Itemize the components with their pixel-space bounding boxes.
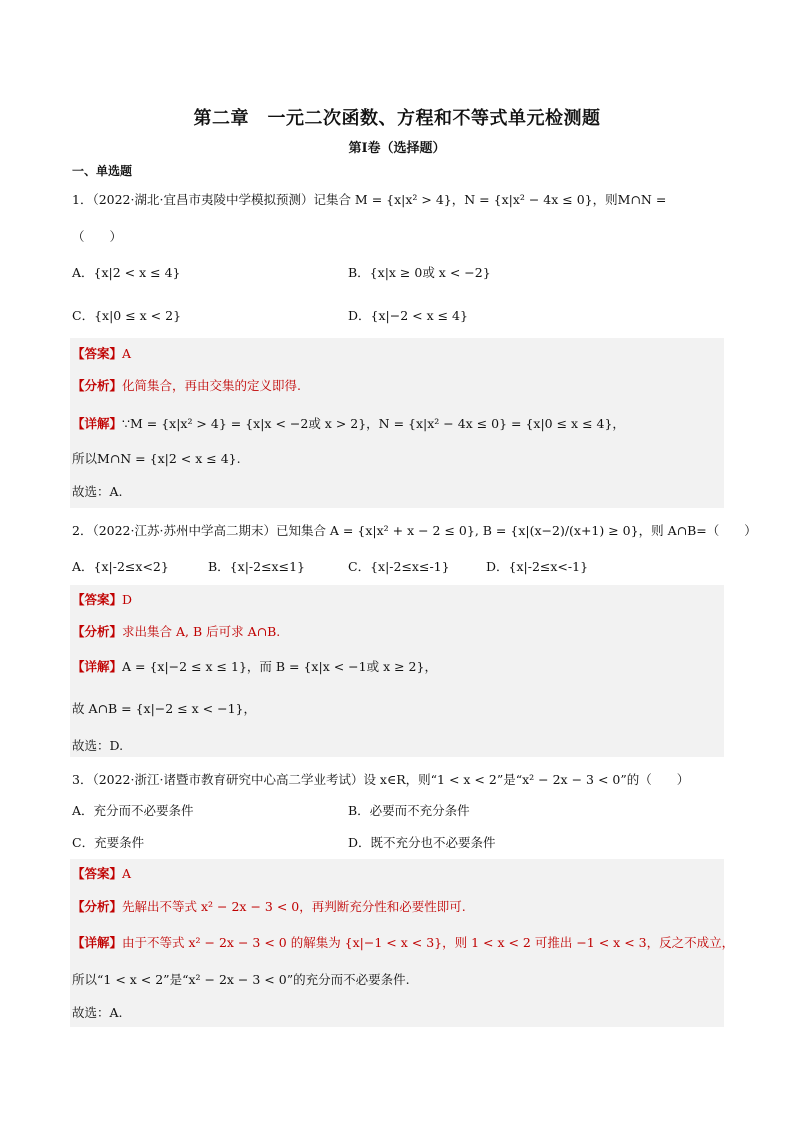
question-1-option-b: B．{x|x ≥ 0或 x < −2}: [348, 265, 491, 280]
analysis-tag: 【分析】: [72, 624, 123, 639]
analysis-text: 求出集合 A, B 后可求 A∩B.: [122, 624, 281, 639]
question-2-option-c: C．{x|-2≤x≤-1}: [348, 559, 450, 574]
answer-tag: 【答案】: [72, 346, 123, 361]
question-2-detail-line-2: 故 A∩B = {x|−2 ≤ x < −1}，: [72, 701, 256, 716]
question-1-analysis-line: [72, 377, 301, 395]
question-2-option-b: B．{x|-2≤x≤1}: [208, 559, 305, 574]
analysis-tag: 【分析】: [72, 899, 123, 914]
question-1-stem-paren: （ ）: [72, 229, 123, 244]
question-2-stem: 2．（2022·江苏·苏州中学高二期末）已知集合 A = {x|x² + x − 2 ≤ 0}, B = {x|(x−2)/(x+1) ≥ 0}，则 A∩B=（ ）: [72, 523, 757, 538]
question-2-option-a: A．{x|-2≤x<2}: [72, 559, 169, 574]
question-3-detail-line: [72, 934, 734, 952]
question-3-stem: 3．（2022·浙江·诸暨市教育研究中心高二学业考试）设 x∈R，则“1 < x < 2”是“x² − 2x − 3 < 0”的（ ）: [72, 772, 690, 787]
question-3-detail-line-2: 所以“1 < x < 2”是“x² − 2x − 3 < 0”的充分而不必要条件.: [72, 972, 410, 987]
answer-value: D: [122, 592, 133, 607]
question-2-conclusion: 故选：D.: [72, 738, 124, 753]
page-title: 第二章 一元二次函数、方程和不等式单元检测题: [193, 108, 601, 129]
answer-tag: 【答案】: [72, 866, 123, 881]
question-3-option-d: D．既不充分也不必要条件: [348, 835, 496, 850]
answer-tag: 【答案】: [72, 592, 123, 607]
section-heading: 一、单选题: [72, 164, 133, 178]
question-3-option-b: B．必要而不充分条件: [348, 803, 470, 818]
question-2-detail-line: [72, 658, 437, 676]
question-1-detail-line: [72, 415, 625, 433]
question-3-analysis-line: [72, 898, 466, 916]
detail-tag: 【详解】: [72, 935, 123, 950]
detail-tag: 【详解】: [72, 416, 123, 431]
answer-value: A: [122, 346, 132, 361]
analysis-text: 先解出不等式 x² − 2x − 3 < 0，再判断充分性和必要性即可.: [122, 899, 466, 914]
question-1-conclusion: 故选：A.: [72, 484, 123, 499]
question-2-analysis-line: [72, 623, 280, 641]
detail-tag: 【详解】: [72, 659, 123, 674]
question-1-option-a: A．{x|2 < x ≤ 4}: [72, 265, 181, 280]
detail-text: ∵M = {x|x² > 4} = {x|x < −2或 x > 2}，N = {x|x² − 4x ≤ 0} = {x|0 ≤ x ≤ 4}，: [122, 416, 625, 431]
question-2-answer-line: [72, 591, 132, 609]
page-subtitle: 第Ⅰ卷（选择题）: [348, 141, 446, 156]
question-3-option-a: A．充分而不必要条件: [72, 803, 194, 818]
question-1-answer-line: [72, 345, 131, 363]
question-3-answer-line: [72, 865, 131, 883]
detail-text: 由于不等式 x² − 2x − 3 < 0 的解集为 {x|−1 < x < 3}，则 1 < x < 2 可推出 −1 < x < 3，反之不成立，: [122, 935, 735, 950]
question-2-option-d: D．{x|-2≤x<-1}: [486, 559, 589, 574]
question-1-stem: 1．（2022·湖北·宜昌市夷陵中学模拟预测）记集合 M = {x|x² > 4}，N = {x|x² − 4x ≤ 0}，则M∩N =: [72, 192, 667, 207]
analysis-text: 化简集合，再由交集的定义即得.: [122, 378, 301, 393]
detail-text: A = {x|−2 ≤ x ≤ 1}，而 B = {x|x < −1或 x ≥ 2}，: [122, 659, 437, 674]
question-3-conclusion: 故选：A.: [72, 1005, 123, 1020]
question-1-option-d: D．{x|−2 < x ≤ 4}: [348, 308, 468, 323]
question-1-detail-line-2: 所以M∩N = {x|2 < x ≤ 4}.: [72, 451, 241, 466]
answer-value: A: [122, 866, 132, 881]
question-1-option-c: C．{x|0 ≤ x < 2}: [72, 308, 182, 323]
analysis-tag: 【分析】: [72, 378, 123, 393]
question-3-option-c: C．充要条件: [72, 835, 145, 850]
